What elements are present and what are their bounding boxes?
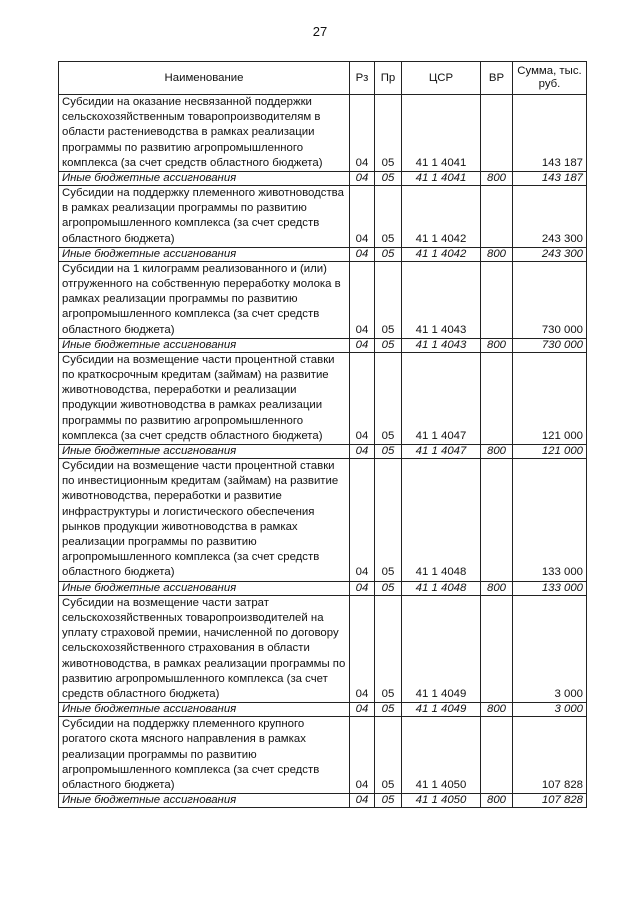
row-rz: 04 xyxy=(350,703,375,717)
row-pr: 05 xyxy=(375,172,402,186)
table-row xyxy=(59,338,587,352)
row-vr: 800 xyxy=(481,794,513,808)
row-csr: 41 1 4043 xyxy=(402,338,481,352)
row-sum: 121 000 xyxy=(513,352,587,444)
row-pr: 05 xyxy=(375,794,402,808)
row-rz: 04 xyxy=(350,595,375,702)
row-vr: 800 xyxy=(481,338,513,352)
row-vr xyxy=(481,186,513,248)
row-sum: 730 000 xyxy=(513,261,587,338)
row-vr xyxy=(481,261,513,338)
row-csr: 41 1 4041 xyxy=(402,95,481,172)
row-name: Иные бюджетные ассигнования xyxy=(59,445,350,459)
table-row xyxy=(59,581,587,595)
row-sum: 3 000 xyxy=(513,595,587,702)
row-vr: 800 xyxy=(481,703,513,717)
row-csr: 41 1 4043 xyxy=(402,261,481,338)
header-pr: Пр xyxy=(375,62,402,95)
row-name: Иные бюджетные ассигнования xyxy=(59,338,350,352)
row-csr: 41 1 4050 xyxy=(402,717,481,794)
row-pr: 05 xyxy=(375,338,402,352)
row-name: Иные бюджетные ассигнования xyxy=(59,703,350,717)
row-vr xyxy=(481,459,513,582)
row-vr xyxy=(481,352,513,444)
row-name: Иные бюджетные ассигнования xyxy=(59,581,350,595)
table-row xyxy=(59,186,587,248)
table-row xyxy=(59,794,587,808)
row-vr: 800 xyxy=(481,581,513,595)
row-name: Субсидии на оказание несвязанной поддержки сельскохозяйственным товаропроизводителям в области растениеводства в рамках реализации программы по развитию агропромышленного комплекса (за счет средств областного бюджета) xyxy=(59,95,350,172)
row-vr: 800 xyxy=(481,445,513,459)
row-pr: 05 xyxy=(375,595,402,702)
row-csr: 41 1 4048 xyxy=(402,581,481,595)
row-pr: 05 xyxy=(375,247,402,261)
row-rz: 04 xyxy=(350,261,375,338)
row-sum: 243 300 xyxy=(513,247,587,261)
row-sum: 107 828 xyxy=(513,717,587,794)
row-rz: 04 xyxy=(350,459,375,582)
row-sum: 243 300 xyxy=(513,186,587,248)
page-number: 27 xyxy=(312,24,328,39)
table-row xyxy=(59,95,587,172)
row-pr: 05 xyxy=(375,703,402,717)
row-rz: 04 xyxy=(350,186,375,248)
row-sum: 143 187 xyxy=(513,95,587,172)
row-rz: 04 xyxy=(350,95,375,172)
table-row xyxy=(59,247,587,261)
row-sum: 133 000 xyxy=(513,459,587,582)
table-row xyxy=(59,261,587,338)
table-row xyxy=(59,595,587,702)
row-name: Субсидии на поддержку племенного крупного рогатого скота мясного направления в рамках реализации программы по развитию агропромышленного комплекса (за счет средств областного бюджета) xyxy=(59,717,350,794)
row-name: Иные бюджетные ассигнования xyxy=(59,247,350,261)
row-csr: 41 1 4048 xyxy=(402,459,481,582)
row-sum: 3 000 xyxy=(513,703,587,717)
row-rz: 04 xyxy=(350,352,375,444)
row-rz: 04 xyxy=(350,717,375,794)
table-header-row xyxy=(59,62,587,95)
row-csr: 41 1 4049 xyxy=(402,595,481,702)
row-sum: 133 000 xyxy=(513,581,587,595)
row-rz: 04 xyxy=(350,172,375,186)
table-row xyxy=(59,445,587,459)
row-name: Субсидии на поддержку племенного животноводства в рамках реализации программы по развитию агропромышленного комплекса (за счет средств областного бюджета) xyxy=(59,186,350,248)
header-vr: ВР xyxy=(481,62,513,95)
table-row xyxy=(59,352,587,444)
budget-table xyxy=(58,61,587,808)
row-csr: 41 1 4047 xyxy=(402,352,481,444)
row-pr: 05 xyxy=(375,445,402,459)
row-name: Субсидии на возмещение части процентной ставки по краткосрочным кредитам (займам) на развитие животноводства, переработки и реализации продукции животноводства в рамках реализации программы по развитию агропромышленного комплекса (за счет средств областного бюджета) xyxy=(59,352,350,444)
row-name: Иные бюджетные ассигнования xyxy=(59,794,350,808)
row-csr: 41 1 4042 xyxy=(402,186,481,248)
row-pr: 05 xyxy=(375,459,402,582)
row-rz: 04 xyxy=(350,581,375,595)
row-name: Субсидии на возмещение части процентной ставки по инвестиционным кредитам (займам) на развитие животноводства, переработки и развитие инфраструктуры и логистического обеспечения рынков продукции животноводства в рамках реализации программы по развитию агропромышленного комплекса (за счет средств областного бюджета) xyxy=(59,459,350,582)
table-row xyxy=(59,172,587,186)
row-sum: 143 187 xyxy=(513,172,587,186)
row-name: Субсидии на возмещение части затрат сельскохозяйственных товаропроизводителей на уплату страховой премии, начисленной по договору сельскохозяйственного страхования в области животноводства, в рамках реализации программы по развитию агропромышленного комплекса (за счет средств областного бюджета) xyxy=(59,595,350,702)
row-pr: 05 xyxy=(375,261,402,338)
row-csr: 41 1 4041 xyxy=(402,172,481,186)
row-name: Субсидии на 1 килограмм реализованного и (или) отгруженного на собственную переработку молока в рамках реализации программы по развитию агропромышленного комплекса (за счет средств областного бюджета) xyxy=(59,261,350,338)
row-pr: 05 xyxy=(375,581,402,595)
table-row xyxy=(59,717,587,794)
row-pr: 05 xyxy=(375,186,402,248)
row-vr xyxy=(481,717,513,794)
row-rz: 04 xyxy=(350,247,375,261)
header-csr: ЦСР xyxy=(402,62,481,95)
row-sum: 730 000 xyxy=(513,338,587,352)
header-name: Наименование xyxy=(59,62,350,95)
row-sum: 107 828 xyxy=(513,794,587,808)
table-row xyxy=(59,703,587,717)
row-pr: 05 xyxy=(375,352,402,444)
table-row xyxy=(59,459,587,582)
row-csr: 41 1 4042 xyxy=(402,247,481,261)
row-csr: 41 1 4047 xyxy=(402,445,481,459)
row-name: Иные бюджетные ассигнования xyxy=(59,172,350,186)
row-vr xyxy=(481,595,513,702)
row-vr xyxy=(481,95,513,172)
row-csr: 41 1 4049 xyxy=(402,703,481,717)
row-vr: 800 xyxy=(481,247,513,261)
header-rz: Рз xyxy=(350,62,375,95)
row-rz: 04 xyxy=(350,338,375,352)
header-sum: Сумма, тыс. руб. xyxy=(513,62,587,95)
row-pr: 05 xyxy=(375,717,402,794)
row-vr: 800 xyxy=(481,172,513,186)
row-csr: 41 1 4050 xyxy=(402,794,481,808)
row-pr: 05 xyxy=(375,95,402,172)
row-sum: 121 000 xyxy=(513,445,587,459)
row-rz: 04 xyxy=(350,445,375,459)
row-rz: 04 xyxy=(350,794,375,808)
